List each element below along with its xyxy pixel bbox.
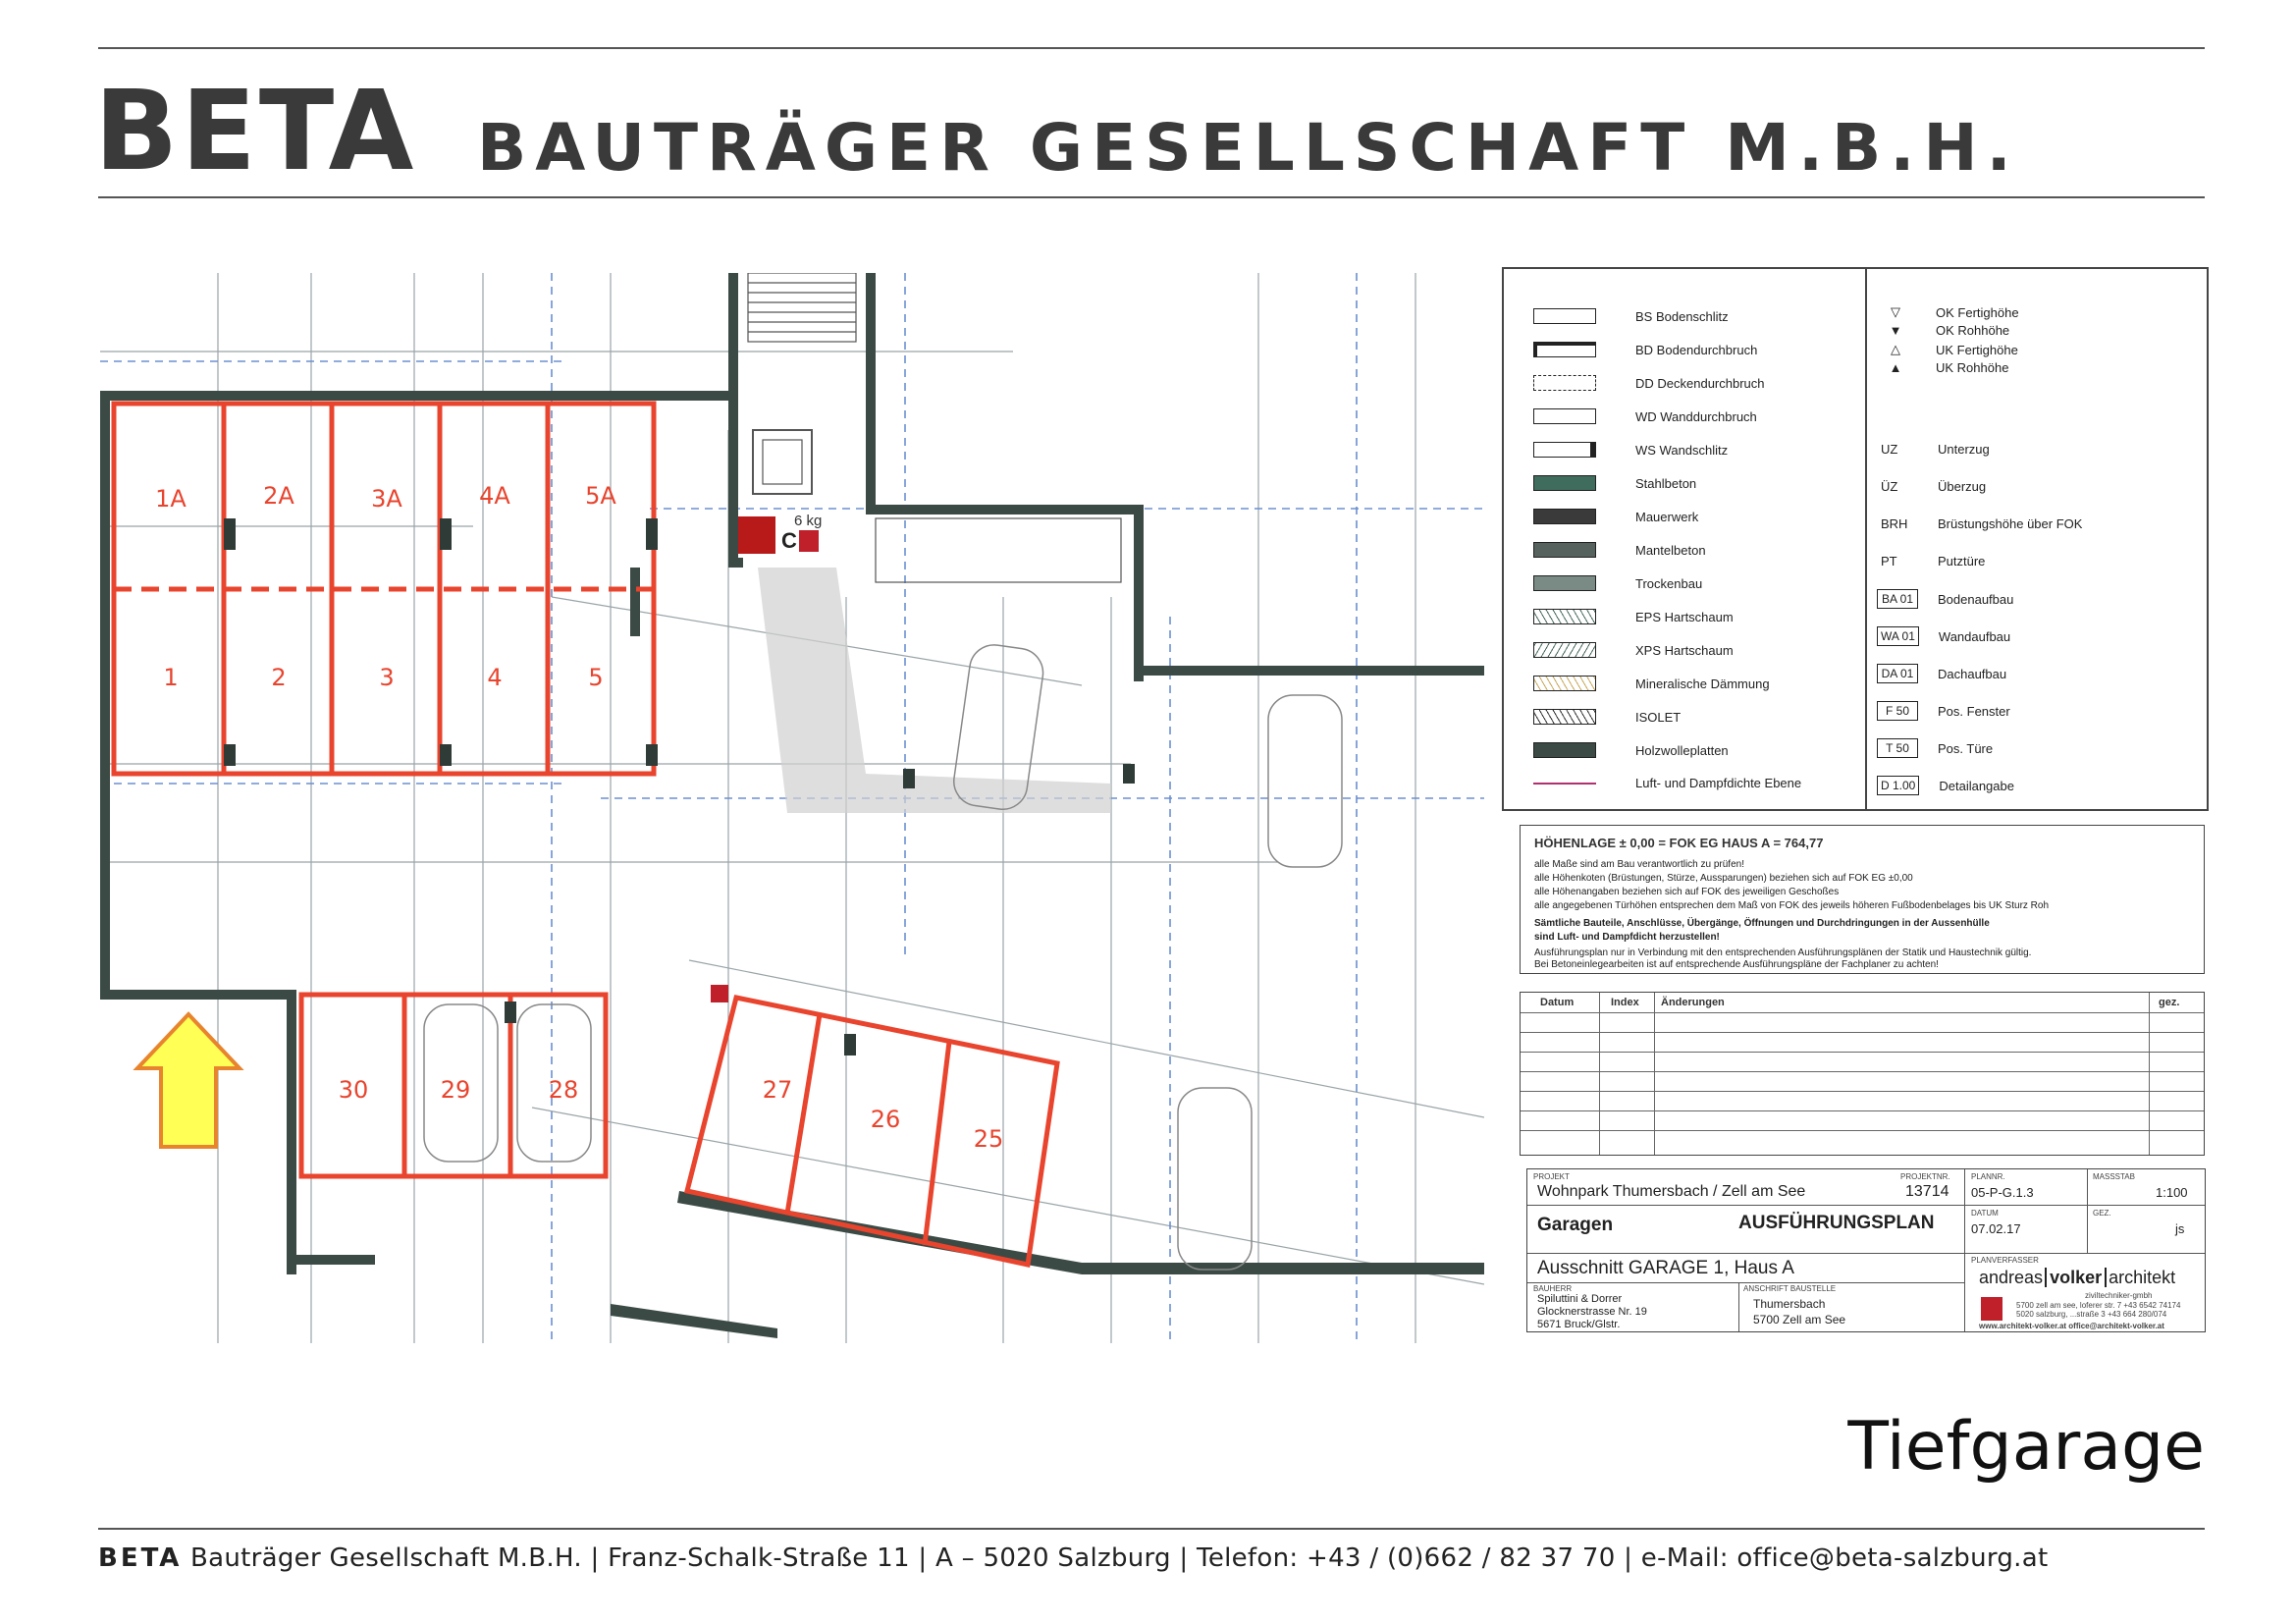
note-line: Sämtliche Bauteile, Anschlüsse, Übergänge, Öffnungen und Durchdringungen in der Aussenhülle xyxy=(1534,918,1990,929)
legend-item: XPS Hartschaum xyxy=(1533,642,1734,658)
legend-item: BS Bodenschlitz xyxy=(1533,308,1729,324)
table-rule xyxy=(1521,1110,2204,1111)
legend-item: BD Bodendurchbruch xyxy=(1533,342,1757,357)
plan-title-block xyxy=(1526,1168,2206,1332)
plan-number: 05-P-G.1.3 xyxy=(1971,1185,2034,1200)
header-bottom-rule xyxy=(98,196,2205,198)
legend-code: WA 01 Wandaufbau xyxy=(1877,626,2010,646)
legend-code: ÜZ Überzug xyxy=(1881,479,1987,494)
company-name: BAUTRÄGER GESELLSCHAFT M.B.H. xyxy=(477,110,2020,186)
parking-label-1a: 1A xyxy=(155,485,187,513)
austria-crest-icon xyxy=(1981,1297,2002,1321)
table-rule xyxy=(1521,1071,2204,1072)
parking-label-2: 2 xyxy=(271,664,287,691)
revisions-col-changes: Änderungen xyxy=(1661,997,1725,1008)
revisions-col-signed: gez. xyxy=(2159,997,2180,1008)
project-no-label: PROJEKTNR. xyxy=(1900,1172,1950,1181)
parking-label-29: 29 xyxy=(440,1076,471,1104)
legend-item: WD Wanddurchbruch xyxy=(1533,408,1757,424)
signed-label: GEZ. xyxy=(2093,1209,2111,1218)
parking-label-4a: 4A xyxy=(479,482,510,510)
xps-swatch xyxy=(1533,642,1596,658)
plan-date: 07.02.17 xyxy=(1971,1221,2021,1236)
parking-label-2a: 2A xyxy=(263,482,294,510)
table-rule xyxy=(1964,1253,1965,1331)
legend-level: ▲ UK Rohhöhe xyxy=(1889,360,2009,375)
parking-label-4: 4 xyxy=(487,664,503,691)
note-line: alle Maße sind am Bau verantwortlich zu prüfen! xyxy=(1534,859,1744,870)
table-rule xyxy=(1521,1032,2204,1033)
parking-label-3a: 3A xyxy=(371,485,402,513)
legend-item: Mauerwerk xyxy=(1533,509,1698,524)
garage-floor-plan xyxy=(100,273,1484,1343)
legend-level: ▽ OK Fertighöhe xyxy=(1891,304,2019,320)
table-rule xyxy=(1527,1205,2205,1206)
stahlbeton-swatch xyxy=(1533,475,1596,491)
note-line: alle Höhenkoten (Brüstungen, Stürze, Aussparungen) beziehen sich auf FOK EG ±0,00 xyxy=(1534,873,1913,884)
ramp-shading xyxy=(758,568,1111,813)
deckendurchbruch-swatch xyxy=(1533,375,1596,391)
top-rule xyxy=(98,47,2205,49)
legend-item: Stahlbeton xyxy=(1533,475,1696,491)
parking-label-1: 1 xyxy=(163,664,179,691)
mauerwerk-swatch xyxy=(1533,509,1596,524)
fire-extinguisher-icon xyxy=(738,513,822,554)
height-reference: HÖHENLAGE ± 0,00 = FOK EG HAUS A = 764,77 xyxy=(1534,836,1824,850)
author-label: PLANVERFASSER xyxy=(1971,1256,2039,1265)
table-rule xyxy=(1738,1282,1739,1331)
hydrant-icon xyxy=(711,985,728,1002)
client-line: 5671 Bruck/Glstr. xyxy=(1537,1319,1621,1330)
note-line: Bei Betoneinlegearbeiten ist auf entsprechende Ausführungspläne der Fachplaner zu achten! xyxy=(1534,959,1939,970)
note-line: alle Höhenangaben beziehen sich auf FOK des jeweiligen Geschoßes xyxy=(1534,887,1840,897)
scale-label: MASSSTAB xyxy=(2093,1172,2135,1181)
parking-label-27: 27 xyxy=(762,1076,793,1104)
site-line: 5700 Zell am See xyxy=(1753,1313,1846,1326)
holzwolle-swatch xyxy=(1533,742,1596,758)
revisions-col-index: Index xyxy=(1611,997,1639,1008)
bodenschlitz-swatch xyxy=(1533,308,1596,324)
legend-code: BA 01 Bodenaufbau xyxy=(1877,589,2013,609)
legend-code: D 1.00 Detailangabe xyxy=(1877,776,2014,795)
architect-web: www.architekt-volker.at office@architekt-volker.at xyxy=(1979,1322,2164,1330)
architect-logo: andreas volker architekt xyxy=(1979,1268,2176,1287)
extinguisher-label: 6 kg xyxy=(794,513,823,529)
extinguisher-class: C xyxy=(781,528,797,553)
legend-code: PT Putztüre xyxy=(1881,554,1986,568)
parking-label-3: 3 xyxy=(379,664,395,691)
scale-value: 1:100 xyxy=(2156,1185,2188,1200)
legend-code: F 50 Pos. Fenster xyxy=(1877,701,2010,721)
footer-brand: BETA xyxy=(98,1543,183,1573)
legend-code: T 50 Pos. Türe xyxy=(1877,738,1993,758)
table-rule xyxy=(1964,1169,1965,1253)
note-line: sind Luft- und Dampfdicht herzustellen! xyxy=(1534,932,1720,943)
signed-by: js xyxy=(2175,1221,2185,1236)
brand-logo-text: BETA xyxy=(94,68,417,195)
parking-label-25: 25 xyxy=(973,1125,1004,1153)
parking-block-1-5 xyxy=(114,404,654,774)
legend-item: Holzwolleplatten xyxy=(1533,742,1729,758)
mineral-swatch xyxy=(1533,676,1596,691)
entry-arrow-icon xyxy=(137,1014,240,1147)
trockenbau-swatch xyxy=(1533,575,1596,591)
project-number: 13714 xyxy=(1905,1183,1949,1200)
legend-code: BRH Brüstungshöhe über FOK xyxy=(1881,516,2083,531)
parking-label-5: 5 xyxy=(588,664,604,691)
parking-label-5a: 5A xyxy=(585,482,616,510)
wandschlitz-swatch xyxy=(1533,442,1596,458)
plan-type: AUSFÜHRUNGSPLAN xyxy=(1738,1213,1935,1233)
table-rule xyxy=(1527,1282,1964,1283)
legend-item: Mantelbeton xyxy=(1533,542,1706,558)
eps-swatch xyxy=(1533,609,1596,624)
parking-label-30: 30 xyxy=(338,1076,369,1104)
legend-code: DA 01 Dachaufbau xyxy=(1877,664,2006,683)
page-caption: Tiefgarage xyxy=(1847,1408,2205,1486)
legend-item: EPS Hartschaum xyxy=(1533,609,1734,624)
legend-code: UZ Unterzug xyxy=(1881,442,1990,457)
wanddurchbruch-swatch xyxy=(1533,408,1596,424)
legend-item: Trockenbau xyxy=(1533,575,1702,591)
footer-rule xyxy=(98,1528,2205,1530)
legend-level: △ UK Fertighöhe xyxy=(1891,342,2018,357)
luftdicht-swatch xyxy=(1533,783,1596,785)
note-line: Ausführungsplan nur in Verbindung mit den entsprechenden Ausführungsplänen der Statik und Haustechnik gültig. xyxy=(1534,947,2032,958)
plan-detail: Ausschnitt GARAGE 1, Haus A xyxy=(1537,1258,1794,1278)
legend-item: Luft- und Dampfdichte Ebene xyxy=(1533,776,1801,790)
table-rule xyxy=(1521,1091,2204,1092)
table-rule xyxy=(1527,1253,2205,1254)
architect-address: 5020 salzburg, ...straße 3 +43 664 280/074 xyxy=(2016,1310,2167,1319)
client-label: BAUHERR xyxy=(1533,1284,1573,1293)
table-rule xyxy=(1521,1052,2204,1053)
revisions-col-date: Datum xyxy=(1540,997,1575,1008)
plan-section: Garagen xyxy=(1537,1215,1614,1235)
note-line: alle angegebenen Türhöhen entsprechen dem Maß von FOK des jeweils höheren Fußbodenbelages bis UK Sturz Roh xyxy=(1534,900,2050,911)
project-name: Wohnpark Thumersbach / Zell am See xyxy=(1537,1183,1806,1200)
plan-legend xyxy=(1502,267,2209,811)
legend-item: DD Deckendurchbruch xyxy=(1533,375,1765,391)
legend-item: Mineralische Dämmung xyxy=(1533,676,1770,691)
plan-notes xyxy=(1520,825,2205,974)
architect-sub: ziviltechniker-gmbh xyxy=(2085,1291,2153,1300)
date-label: DATUM xyxy=(1971,1209,1999,1218)
plan-no-label: PLANNR. xyxy=(1971,1172,2005,1181)
isolet-swatch xyxy=(1533,709,1596,725)
legend-item: WS Wandschlitz xyxy=(1533,442,1728,458)
legend-divider xyxy=(1865,269,1867,809)
table-rule xyxy=(1521,1130,2204,1131)
parking-label-26: 26 xyxy=(870,1106,901,1133)
project-label: PROJEKT xyxy=(1533,1172,1570,1181)
site-label: ANSCHRIFT BAUSTELLE xyxy=(1743,1284,1837,1293)
architect-address: 5700 zell am see, loferer str. 7 +43 6542 74174 xyxy=(2016,1301,2181,1310)
client-line: Spiluttini & Dorrer xyxy=(1537,1293,1623,1305)
table-rule xyxy=(2087,1169,2088,1253)
footer-contact xyxy=(98,1543,2205,1573)
parking-label-28: 28 xyxy=(548,1076,579,1104)
revisions-table xyxy=(1520,992,2205,1156)
table-rule xyxy=(1521,1012,2204,1013)
mantelbeton-swatch xyxy=(1533,542,1596,558)
bodendurchbruch-swatch xyxy=(1533,342,1596,357)
legend-level: ▼ OK Rohhöhe xyxy=(1889,323,2010,338)
site-line: Thumersbach xyxy=(1753,1297,1826,1311)
legend-item: ISOLET xyxy=(1533,709,1681,725)
footer-text: Bauträger Gesellschaft M.B.H. | Franz-Schalk-Straße 11 | A – 5020 Salzburg | Telefon: +43 / (0)662 / 82 37 70 | e-Mail: office@beta-salzburg.at xyxy=(182,1543,2049,1573)
client-line: Glocknerstrasse Nr. 19 xyxy=(1537,1306,1647,1318)
